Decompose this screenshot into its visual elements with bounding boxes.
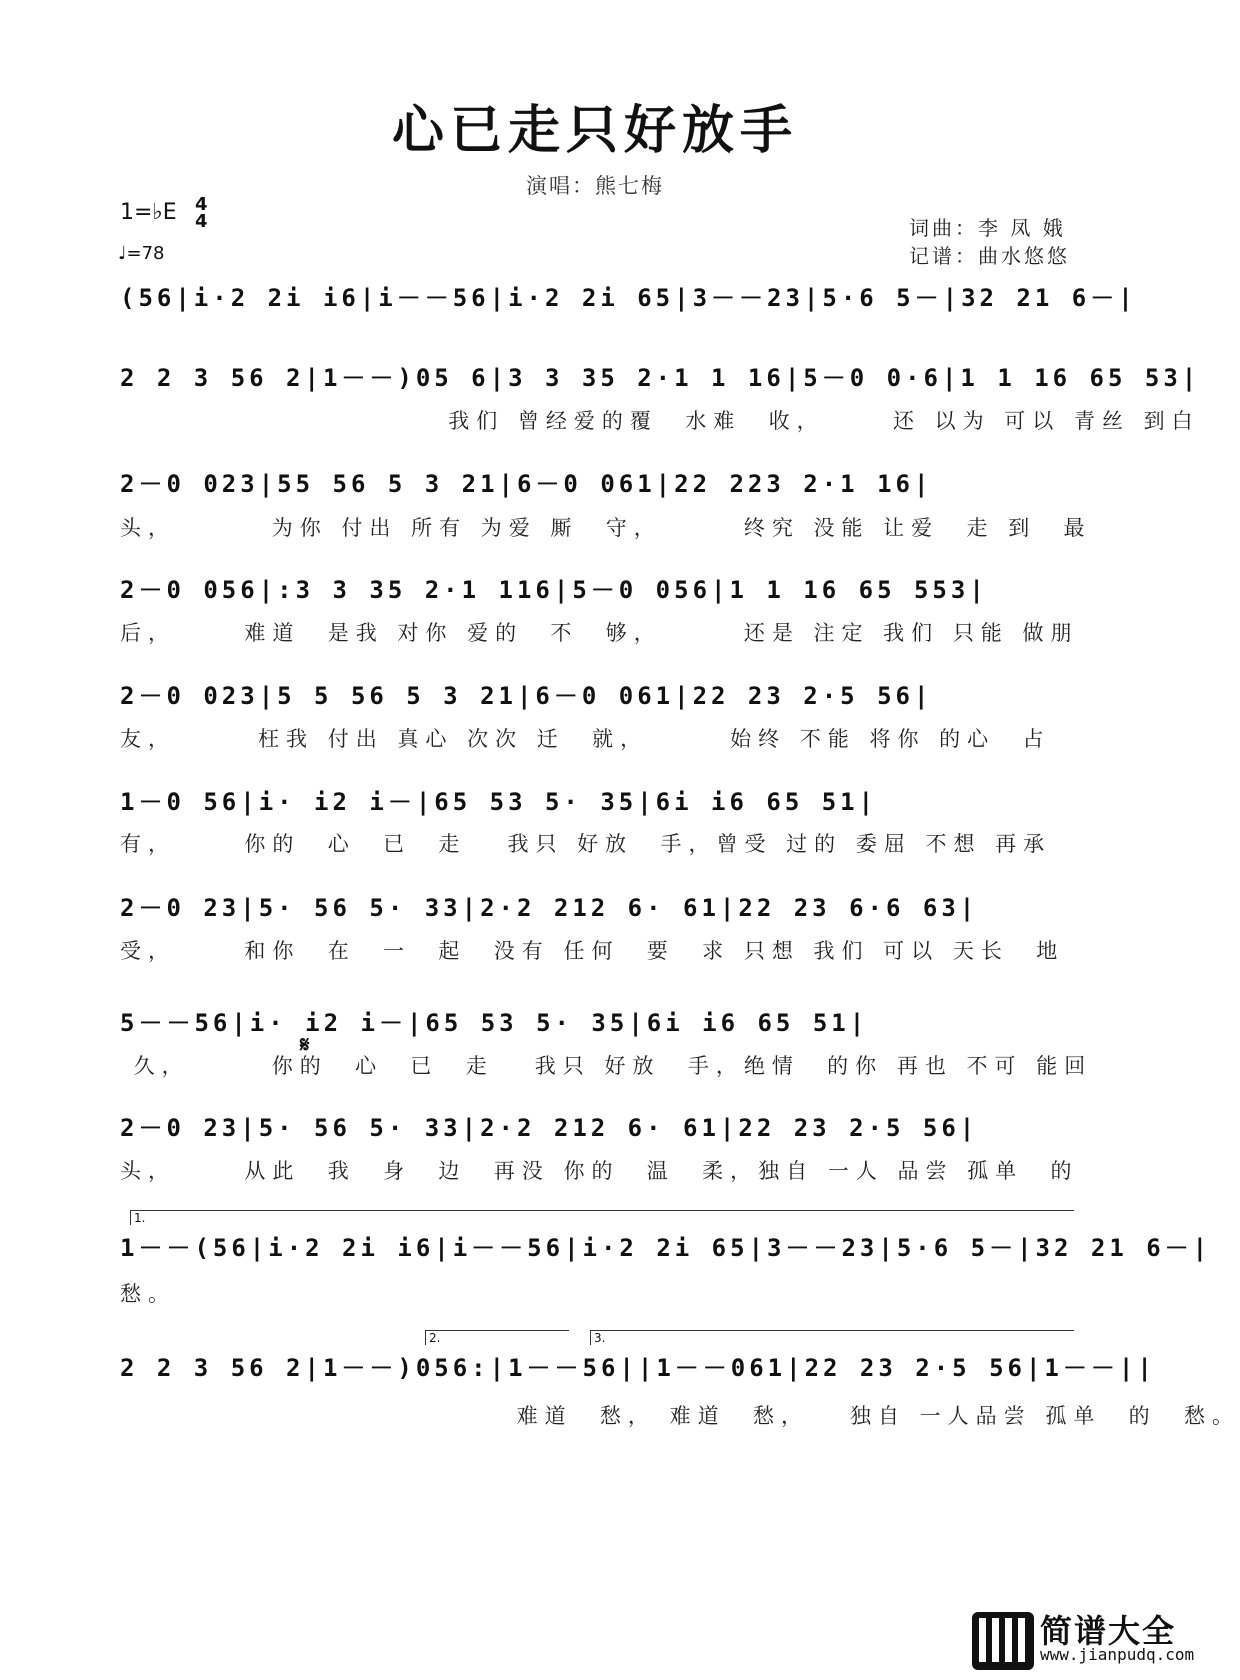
meter-bottom: 4 [195,211,208,232]
lyric-line-4: 后， 难道 是我 对你 爱的 不 够， 还是 注定 我们 只能 做朋 [120,621,1079,645]
key-signature: 1=♭E [120,200,177,225]
watermark-url: www.jianpudq.com [1040,1645,1195,1664]
lyric-line-2: 我们 曾经爱的覆 水难 收， 还 以为 可以 青丝 到白 [120,409,1200,433]
notation-line-8: 5－－56|i· i2 i－|65 53 5· 35|6i i6 65 51| [120,1008,869,1037]
notation-line-1: (56|i·2 2i i6|i－－56|i·2 2i 65|3－－23|5·6 5－|32 21 6－| [120,283,1137,312]
lyric-line-3: 头， 为你 付出 所有 为爱 厮 守， 终究 没能 让爱 走 到 最 [120,516,1092,540]
piano-logo-icon [972,1612,1034,1670]
song-title: 心已走只好放手 [391,100,798,161]
lyric-line-8: 久， 你的 心 已 走 我只 好放 手，绝情 的你 再也 不可 能回 [120,1054,1093,1078]
singer-credit: 演唱：熊七梅 [526,174,664,198]
lyric-line-10: 愁。 [120,1282,176,1306]
notation-line-7: 2－0 23|5· 56 5· 33|2·2 212 6· 61|22 23 6·6 63| [120,893,979,922]
notation-line-2: 2 2 3 56 2|1－－)05 6|3 3 35 2·1 1 16|5－0 0·6|1 1 16 65 53| [120,363,1201,392]
time-signature [195,196,208,230]
lyric-line-7: 受， 和你 在 一 起 没有 任何 要 求 只想 我们 可以 天长 地 [120,939,1065,963]
notation-line-11: 2 2 3 56 2|1－－)056:|1－－56||1－－061|22 23 2·5 56|1－－|| [120,1353,1156,1382]
notation-line-9: 2－0 23|5· 56 5· 33|2·2 212 6· 61|22 23 2·5 56| [120,1113,979,1142]
volta-second-ending: 2. [425,1330,569,1345]
notation-line-3: 2－0 023|55 56 5 3 21|6－0 061|22 223 2·1 16| [120,469,933,498]
meter-top: 4 [195,194,208,215]
lyricist-composer: 词曲：李 凤 娥 [909,216,1066,240]
lyric-line-6: 有， 你的 心 已 走 我只 好放 手，曾受 过的 委屈 不想 再承 [120,832,1052,856]
credits [909,214,1070,270]
lyric-line-11: 难道 愁， 难道 愁， 独自 一人品尝 孤单 的 愁。 [120,1404,1240,1428]
tempo-marking: ♩=78 [118,243,165,264]
watermark-name: 简谱大全 [1040,1612,1177,1650]
notation-line-4: 2－0 056|:3 3 35 2·1 116|5－0 056|1 1 16 65 553| [120,575,988,604]
transcriber: 记谱：曲水悠悠 [909,244,1070,268]
notation-line-5: 2－0 023|5 5 56 5 3 21|6－0 061|22 23 2·5 56| [120,681,933,710]
volta-third-ending: 3. [590,1330,1074,1345]
lyric-line-5: 友， 枉我 付出 真心 次次 迁 就， 始终 不能 将你 的心 占 [120,727,1051,751]
lyric-line-9: 头， 从此 我 身 边 再没 你的 温 柔，独自 一人 品尝 孤单 的 [120,1159,1079,1183]
segno-sign: 𝄋 [300,1033,310,1058]
notation-line-10: 1－－(56|i·2 2i i6|i－－56|i·2 2i 65|3－－23|5·6 5－|32 21 6－| [120,1233,1212,1262]
volta-first-ending: 1. [130,1210,1074,1225]
notation-line-6: 1－0 56|i· i2 i－|65 53 5· 35|6i i6 65 51| [120,787,878,816]
